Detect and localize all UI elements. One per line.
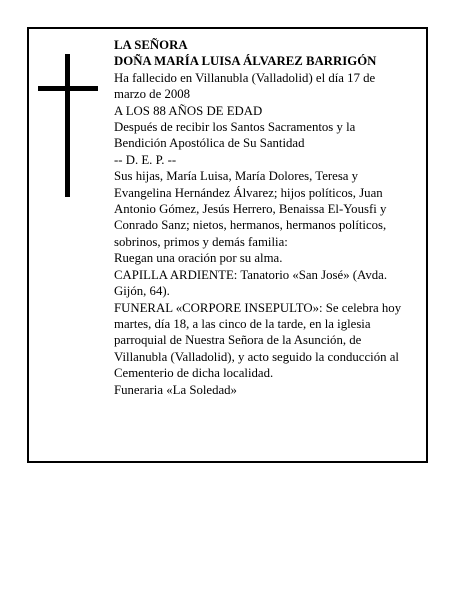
obituary-text bbox=[114, 37, 426, 398]
funeral-line: FUNERAL «CORPORE INSEPULTO»: Se celebra hoy bbox=[114, 300, 402, 315]
family-line: Evangelina Hernández Álvarez; hijos políticos, Juan bbox=[114, 185, 383, 200]
family-line: Conrado Sanz; nietos, hermanos, hermanos políticos, bbox=[114, 218, 387, 233]
cross-horizontal-bar bbox=[38, 86, 98, 91]
death-line: marzo de 2008 bbox=[114, 87, 191, 102]
cross-vertical-bar bbox=[65, 54, 70, 197]
sacraments-line: Bendición Apostólica de Su Santidad bbox=[114, 136, 305, 151]
deceased-name: DOÑA MARÍA LUISA ÁLVAREZ BARRIGÓN bbox=[114, 54, 377, 69]
funeral-line: parroquial de Nuestra Señora de la Asunción, de bbox=[114, 333, 362, 348]
chapel-line: CAPILLA ARDIENTE: Tanatorio «San José» (Avda. bbox=[114, 267, 388, 282]
chapel-line: Gijón, 64). bbox=[114, 284, 170, 299]
family-line: Antonio Gómez, Jesús Herrero, Benaissa El-Yousfi y bbox=[114, 202, 387, 217]
death-line: Ha fallecido en Villanubla (Valladolid) el día 17 de bbox=[114, 70, 376, 85]
sacraments-line: Después de recibir los Santos Sacramentos y la bbox=[114, 120, 356, 135]
family-line: Sus hijas, María Luisa, María Dolores, Teresa y bbox=[114, 169, 359, 184]
funeral-home-line: Funeraria «La Soledad» bbox=[114, 382, 237, 397]
funeral-line: martes, día 18, a las cinco de la tarde, en la iglesia bbox=[114, 316, 371, 331]
prayer-line: Ruegan una oración por su alma. bbox=[114, 251, 283, 266]
age-line: A LOS 88 AÑOS DE EDAD bbox=[114, 103, 263, 118]
notice-title: LA SEÑORA bbox=[114, 38, 188, 52]
rip-line: -- D. E. P. -- bbox=[114, 152, 177, 167]
family-line: sobrinos, primos y demás familia: bbox=[114, 234, 288, 249]
cross-icon bbox=[38, 54, 98, 197]
funeral-line: Cementerio de dicha localidad. bbox=[114, 366, 274, 381]
funeral-line: Villanubla (Valladolid), y acto seguido la conducción al bbox=[114, 349, 399, 364]
